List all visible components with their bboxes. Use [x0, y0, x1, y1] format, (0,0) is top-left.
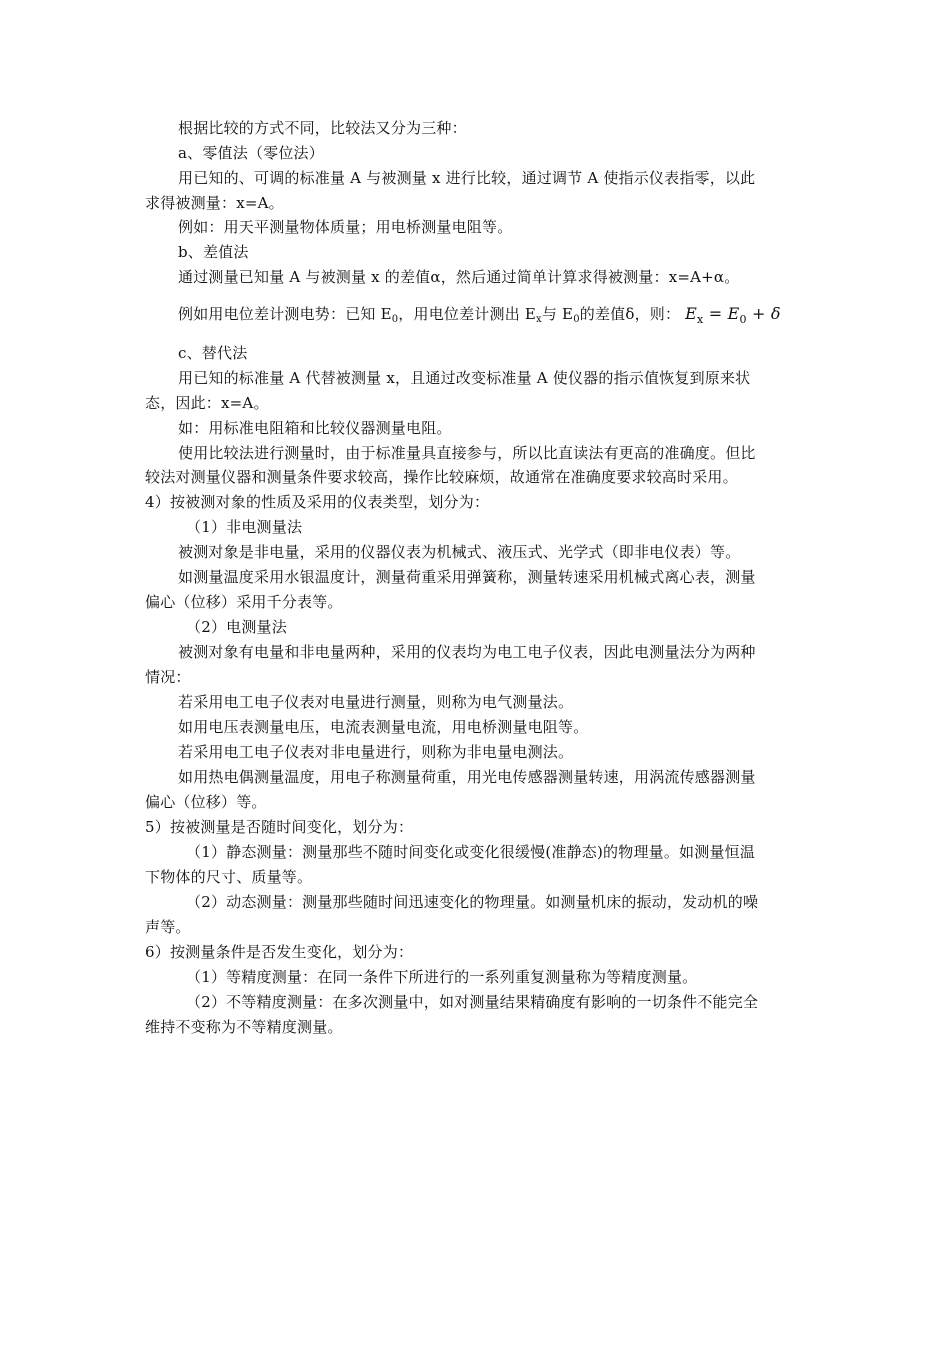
- text-line: （2）不等精度测量：在多次测量中，如对测量结果精确度有影响的一切条件不能完全: [186, 993, 759, 1011]
- text-line: 例如：用天平测量物体质量；用电桥测量电阻等。: [178, 218, 513, 236]
- formula-subscript: 0: [739, 313, 747, 326]
- example-text: 例如用电位差计测电势：已知 E: [178, 305, 392, 323]
- text-line: 情况：: [145, 668, 191, 686]
- subscript: x: [536, 314, 542, 325]
- text-line: （1）等精度测量：在同一条件下所进行的一系列重复测量称为等精度测量。: [186, 968, 698, 986]
- subscript: 0: [391, 314, 399, 325]
- section-heading-6: 6）按测量条件是否发生变化，划分为：: [145, 943, 414, 961]
- text-line: 使用比较法进行测量时，由于标准量具直接参与，所以比直读法有更高的准确度。但比: [178, 444, 756, 462]
- heading-substitution-method: c、替代法: [178, 344, 248, 362]
- formula-symbol: E: [727, 304, 740, 323]
- subscript: 0: [573, 314, 580, 325]
- text-line: 求得被测量：x=A。: [145, 194, 284, 212]
- text-line: 下物体的尺寸、质量等。: [145, 868, 313, 886]
- formula: [685, 304, 781, 326]
- example-text: 与 E: [541, 305, 574, 323]
- text-line: 态，因此：x=A。: [145, 394, 269, 412]
- text-line: 维持不变称为不等精度测量。: [145, 1018, 343, 1036]
- text-line: 如测量温度采用水银温度计，测量荷重采用弹簧称，测量转速采用机械式离心表，测量: [178, 568, 756, 586]
- text-line: 被测对象是非电量，采用的仪器仪表为机械式、液压式、光学式（即非电仪表）等。: [178, 543, 741, 561]
- text-line: 被测对象有电量和非电量两种，采用的仪表均为电工电子仪表，因此电测量法分为两种: [178, 643, 756, 661]
- heading-zero-method: a、零值法（零位法）: [178, 144, 324, 162]
- section-heading-5: 5）按被测量是否随时间变化，划分为：: [145, 818, 414, 836]
- example-formula-line: [178, 303, 781, 331]
- example-text: 的差值δ，则：: [579, 305, 681, 323]
- text-line: 若采用电工电子仪表对电量进行测量，则称为电气测量法。: [178, 693, 574, 711]
- heading-difference-method: b、差值法: [178, 243, 249, 261]
- formula-symbol: E: [685, 304, 698, 323]
- text-line: （2）动态测量：测量那些随时间迅速变化的物理量。如测量机床的振动，发动机的噪: [186, 893, 759, 911]
- text-line: 如用热电偶测量温度，用电子称测量荷重，用光电传感器测量转速，用涡流传感器测量: [178, 768, 756, 786]
- subheading: （1）非电测量法: [186, 518, 303, 536]
- formula-operator: =: [703, 304, 728, 323]
- text-line: （1）静态测量：测量那些不随时间变化或变化很缓慢(准静态)的物理量。如测量恒温: [186, 843, 756, 861]
- paragraph-intro: 根据比较的方式不同，比较法又分为三种：: [178, 119, 467, 137]
- text-line: 声等。: [145, 918, 191, 936]
- formula-subscript: x: [697, 313, 704, 326]
- text-line: 若采用电工电子仪表对非电量进行，则称为非电量电测法。: [178, 743, 574, 761]
- text-line: 用已知的、可调的标准量 A 与被测量 x 进行比较，通过调节 A 使指示仪表指零，以此: [178, 169, 756, 187]
- text-line: 较法对测量仪器和测量条件要求较高，操作比较麻烦，故通常在准确度要求较高时采用。: [145, 468, 738, 486]
- text-line: 偏心（位移）采用千分表等。: [145, 593, 343, 611]
- example-text: ，用电位差计测出 E: [398, 305, 537, 323]
- section-heading-4: 4）按被测对象的性质及采用的仪表类型，划分为：: [145, 493, 490, 511]
- subheading: （2）电测量法: [186, 618, 287, 636]
- text-line: 用已知的标准量 A 代替被测量 x，且通过改变标准量 A 使仪器的指示值恢复到原来状: [178, 369, 751, 387]
- formula-operator: + δ: [746, 304, 781, 323]
- text-line: 如用电压表测量电压，电流表测量电流，用电桥测量电阻等。: [178, 718, 589, 736]
- text-line: 通过测量已知量 A 与被测量 x 的差值α，然后通过简单计算求得被测量：x=A+α。: [178, 268, 740, 286]
- text-line: 如：用标准电阻箱和比较仪器测量电阻。: [178, 419, 452, 437]
- text-line: 偏心（位移）等。: [145, 793, 267, 811]
